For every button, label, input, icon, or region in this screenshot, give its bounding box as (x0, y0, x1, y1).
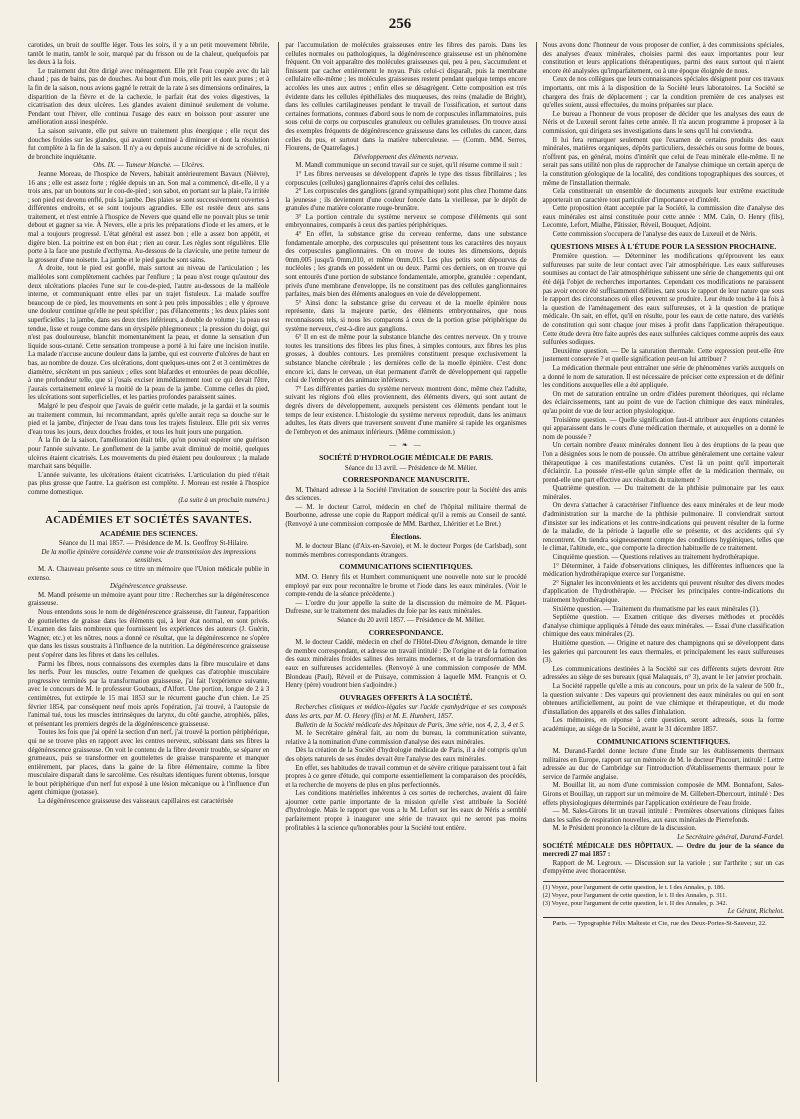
hospitals-notice (543, 843, 784, 860)
paragraph: Première question. — Déterminer les modifications qu'éprouvent les eaux sulfureuses par suite de leur contact avec l'air atmosphérique. Les eaux sulfureuses soumises au contact de l'air atmosphérique subissent une série de changements qui ont été déjà l'objet de recherches importantes. Cependant ces modifications ne paraissent pas avoir encore été suffisamment définies, tant sous le rapport de leur nature que sous le rapport des circonstances où elles peuvent se produire. Leur étude touche à la fois à la question de l'aménagement des eaux sulfureuses, et à la question de pratique médicale. On sait, en effet, qu'il en résulte, pour les eaux de cette nature, des variétés de constitution qui sont chaque jour mises à profit dans l'application thérapeutique. Cette étude devra être faite auprès des eaux sulfurées calciques comme auprès des eaux sulfurées sodiques. (542, 253, 784, 347)
paragraph: Il lui fera remarquer seulement que l'examen de certains produits des eaux minérales, matières organiques, dépôts particuliers, desséchés ou sous forme de boues, n'offrent pas, en général, moins d'intérêt que celui de l'eau minérale elle-même. Il ne serait pas sans utilité non plus de rapprocher de l'analyse chimique un certain aperçu de la constitution géologique de la localité, des conditions topographiques des sources, et même de l'installation thermale. (542, 136, 784, 187)
communications-heading: COMMUNICATIONS SCIENTIFIQUES. (596, 736, 730, 746)
paragraph: Nous entendons sous le nom de dégénérescence graisseuse, dit l'auteur, l'apparition de gouttelettes de graisse dans les éléments qui, à leur état normal, en sont privés. L'examen des faits nombreux que fournissent les expériences des auteurs (J. Guérin, Wagner, etc.) et les nôtres, nous a donné ce résultat, que la dégénérescence ne s'opère que dans les tissus soustraits à l'influence de la nutrition. La dégénérescence graisseuse peut s'opérer dans les fibres et dans les cellules. (28, 609, 270, 659)
paragraph: Nous avons donc l'honneur de vous proposer de confier, à des commissions spéciales, des analyses d'eaux minérales, choisies parmi des eaux importantes pour leur constitution et leurs applications thérapeutiques, parmi des eaux surtout qui n'aient encore été analysées qu'imparfaitement, ou à une époque éloignée de nous. (542, 42, 784, 75)
three-column-body (28, 42, 784, 1082)
paragraph: Parmi les fibres, nous connaissons des exemples dans la fibre musculaire et dans les nerfs. Pour les muscles, outre l'examen de quelques cas d'atrophie musculaire progressive terminés par la transformation graisseuse, j'ai fait l'expérience suivante, avec le concours de M. le professeur Goubaux, d'Alfort. Une portion, longue de 2 à 3 centimètres, fut extirpée le 15 mai 1853 sur le récurrent gauche d'un chien. Le 25 février 1854, par conséquent neuf mois après l'opération, j'ai trouvé, à l'autopsie de l'animal tué, tous les muscles intrinsèques du larynx, du côté gauche, atrophiés, pâles, et présentant les premiers degrés de la dégénérescence graisseuse. (28, 660, 270, 728)
paragraph: 1° Déterminer, à l'aide d'observations cliniques, les différentes influences que la médication hydrothérapique exerce sur l'organisme. (542, 562, 784, 579)
academy-heading: ACADÉMIE DES SCIENCES. (99, 528, 198, 538)
printer-colophon: Paris. — Typographie Félix Malteste et Cie, rue des Deux-Portes-St-Sauveur, 22. (543, 917, 784, 929)
paragraph: Le bureau a l'honneur de vous proposer de décider que les analyses des eaux de Néris et de Luxeuil seront faites cette année. Il n'a aucun programme à proposer à la commission, qui dirigera ses investigations dans le sens qu'il lui conviendra. (542, 110, 784, 135)
paragraph: Dès la création de la Société d'hydrologie médicale de Paris, il a été compris qu'un des objets naturels de ses études devait être l'analyse des eaux minérales. (285, 747, 527, 763)
paragraph: M. le Secrétaire général fait, au nom du bureau, la communication suivante, relative à la nomination d'une commission d'analyse des eaux minérales. (285, 730, 527, 746)
paragraph: Cette proposition étant acceptée par la Société, la commission dite d'analyse des eaux minérales est ainsi constituée pour cette année : MM. Caïn, O. Henry (fils), Lecomte, Lefort, Mialhe, Pâtissier, Réveil, Bouquet, Adjoint. (542, 205, 784, 230)
paragraph: Huitième question. — Origine et nature des champignons qui se développent dans les galeries qui parcourent les eaux thermales, et principalement les eaux sulfureuses (3). (542, 639, 784, 665)
hospitals-notice-text: SOCIÉTÉ MÉDICALE DES HÔPITAUX. — Ordre du jour de la séance du mercredi 27 mai 1857 : (542, 842, 784, 859)
paragraph: Toutes les fois que j'ai opéré la section d'un nerf, j'ai trouvé la portion périphérique, qui ne se trouve plus en rapport avec les centres nerveux, subissant dans ses fibres la dégénérescence graisseuse. On voit le contenu de la fibre devenir trouble, se séparer en grumeaux, puis se transformer en gouttelettes de graisse transparente et manquer entièrement, par places, dans la gaine de la fibre élémentaire, comme la fibre musculaire disparaît dans le sarcolème. Ces résultats identiques furent obtenus, lorsque le bout périphérique d'un nerf fut exposé à une lésion mécanique ou à l'influence d'un agent chimique (potasse). (28, 729, 270, 797)
topic-title: De la mollie épinière considérée comme voie de transmission des impressions sensitives. (41, 548, 256, 565)
footnote: (2) Voyez, pour l'argument de cette question, le t. II des Annales, p. 311. (542, 892, 727, 899)
paragraph: Les communications destinées à la Société sur ces différents sujets devront être adressées au siège de ses bureaux (quai Malaquais, n° 3), avant le 1er janvier prochain. (542, 665, 784, 682)
column-3 (536, 42, 784, 1082)
elections-heading: Élections. (390, 531, 422, 541)
paragraph: 4° En effet, la substance grise du cerveau renferme, dans une substance fondamentale amorphe, des corpuscules qui présentent tous les caractères des noyaux des corpuscules ganglionnaires. On en trouve de toutes les dimensions, depuis 0mm,005 jusqu'à 0mm,010, et même 0mm,015. Les plus petits sont dépourvus de nucléoles ; les grands en possèdent un ou deux. Parmi ces derniers, on en trouve qui sont entourés d'une portion de substance fondamentale, amorphe, granulée : cependant, privés d'une membrane d'enveloppe, ils ne constituent pas des cellules ganglionnaires parfaites, mais bien des éléments analogues en voie de développement. (285, 231, 527, 299)
paragraph: 3° La portion centrale du système nerveux se compose d'éléments qui sont embryonnaires, comparés à ceux des parties périphériques. (285, 213, 527, 230)
session-line: Séance du 20 avril 1857. — Présidence de M. Mélier. (337, 617, 485, 624)
paragraph: M. le docteur Blanc (d'Aix-en-Savoie), et M. le docteur Porges (de Carlsbad), sont nommés membres correspondants étrangers. (285, 543, 527, 559)
paragraph: On devra s'attacher à caractériser l'influence des eaux minérales et de leur mode d'administration sur la marche de la phthisie pulmonaire. Il conviendrait surtout d'insister sur les indications et les contre-indications qui peuvent résulter de la forme de la maladie, de la période à laquelle elle se présente, et des accidents qui s'y rencontrent. On tiendra soigneusement compte des conditions hygiéniques, telles que le climat, l'altitude, etc., que comporte la direction habituelle de ce traitement. (542, 502, 784, 553)
paragraph: 2° Signaler les inconvénients et les accidents qui peuvent résulter des divers modes d'application de l'hydrothérapie. — Préciser les principales contre-indications du traitement hydrothérapique. (542, 579, 784, 604)
paragraph: M. A. Chauveau présente sous ce titre un mémoire que l'Union médicale publie in extenso. (28, 566, 270, 582)
paragraph: Recherches cliniques et médico-légales sur l'acide cyanhydrique et ses composés dans les arts, par M. O. Henry (fils) et M. E. Humbert, 1857. (285, 704, 527, 720)
subsection-heading: Dégénérescence graisseuse. (109, 583, 188, 591)
secretary-signature: Le Secrétaire général, Durand-Fardel. (677, 834, 784, 842)
continuation-note: (La suite à un prochain numéro.) (178, 497, 270, 505)
paragraph: À la fin de la saison, l'amélioration était telle, qu'on pouvait espérer une guérison pour l'année suivante. Le gonflement de la jambe avait diminué de moitié, quelques ulcères étaient cicatrisés. Les mouvements du pied étaient peu douloureux ; la malade marchait sans béquille. (28, 437, 270, 471)
page-number: 256 (388, 16, 412, 32)
paragraph: 2° Les corpuscules des ganglions (grand sympathique) sont plus chez l'homme dans la jeunesse ; ils deviennent d'une couleur foncée dans la vieillesse, par le dépôt de granules d'une matière colorante rouge-brunâtre. (285, 188, 527, 213)
paragraph: On met de saturation entraîne un ordre d'idées purement théoriques, qui réclame des éclaircissements, tant au point de vue de l'action chimique des eaux minérales, qu'au point de vue de leur action physiologique. (542, 390, 784, 415)
footnotes (543, 881, 784, 908)
footnote: (3) Voyez, pour l'argument de cette question, le t. II des Annales, p. 342. (542, 900, 728, 907)
paragraph: M. Bouillat lit, au nom d'une commission composée de MM. Bonnafont, Sales-Girons et Bouillay, un rapport sur un mémoire de M. Gillebert-Dhercourt, intitulé : Des effets physiologiques déterminés par l'application extérieure de l'eau froide. (542, 782, 784, 807)
paragraph: Septième question. — Examen critique des diverses méthodes et procédés d'analyse chimique appliqués à l'étude des eaux minérales. — Essai d'une classification chimique des eaux minérales (2). (542, 614, 784, 639)
paragraph: M. le Président prononce la clôture de la discussion. (552, 825, 697, 833)
paragraph: La médication thermale peut entraîner une série de phénomènes variés auxquels on a donné le nom de saturation. Il est nécessaire de préciser cette expression et de définir les conditions auxquelles elle a été appliquée. (542, 364, 784, 390)
paragraph: Cinquième question. — Questions relatives au traitement hydrothérapique. (552, 554, 760, 562)
paragraph: 7° Les différentes parties du système nerveux montrent donc, même chez l'adulte, suivant les régions d'où elles proviennent, des éléments divers, qui sont autant de degrés divers de développement, auxquels persistent ces éléments pendant tout le temps de leur existence. L'histologie du système nerveux reproduit, dans les animaux adultes, les états divers que traversent souvent d'une manière si rapide les organismes de l'embryon et des animaux inférieurs. (Même commission.) (285, 385, 527, 436)
paragraph: La dégénérescence graisseuse des vaisseaux capillaires est caractérisée (38, 798, 234, 806)
society-heading: SOCIÉTÉ D'HYDROLOGIE MÉDICALE DE PARIS. (319, 452, 493, 462)
subsection-heading: Développement des éléments nerveux. (353, 153, 459, 161)
paragraph: Deuxième question. — De la saturation thermale. Cette expression peut-elle être justement conservée ? et quelle signification peut-on lui attribuer ? (542, 347, 784, 364)
paragraph: carotides, un bruit de souffle léger. Tous les soirs, il y a un petit mouvement fébrile, tantôt le matin, tantôt le soir, marqué par du frisson ou de la chaleur, quelquefois par les deux à la fois. (28, 42, 270, 67)
paragraph: — M. Sales-Girons lit un travail intitulé : Premières observations cliniques faites dans les salles de respiration nouvelles, aux eaux minérales de Pierrefonds. (542, 808, 784, 824)
paragraph: 1° Les fibres nerveuses se développent d'après le type des tissus fibrillaires ; les corpuscules (cellules) ganglionnaires d'après celui des cellules. (285, 170, 527, 187)
paragraph: M. le docteur Caddé, médecin en chef de l'Hôtel-Dieu d'Avignon, demande le titre de membre correspondant, et adresse un travail intitulé : De l'origine et de la formation des eaux minérales froides salines des terrains modernes, et de la transformation des eaux en sulfureuses accidentelles. (Renvoyé à une commission composée de MM. Blondeau (Paul), Réveil et de Puisaye, commission à laquelle MM. François et O. Henry (père) voudront bien s'adjoindre.) (285, 639, 527, 690)
gerant-signature: Le Gérant, Richelot. (727, 908, 784, 915)
paragraph: Cela constituerait un ensemble de documents auxquels leur extrême exactitude apporterait un caractère tout particulier d'importance et d'intérêt. (542, 188, 784, 204)
ornament-divider: — ❧ — (389, 441, 423, 450)
paragraph: Malgré le peu d'espoir que j'avais de guérir cette malade, je la gardai et la soumis au traitement commun, lui recommandant, après qu'elle aurait reçu sa douche sur le pied et la jambe, d'injecter de l'eau dans tous les trajets fistuleux. Elle prit six verres d'eau tous les jours, deux douches froides, et tous les huit jours une purgation. (28, 402, 270, 436)
paragraph: Les mémoires, en réponse à cette question, seront adressés, sous la forme académique, au siège de la Société, avant le 31 décembre 1857. (542, 717, 784, 733)
paragraph: Les conditions matérielles inhérentes à ces sortes de recherches, avaient dû faire ajourner cette partie importante de la mission qu'elle s'est attribuée la Société d'hydrologie. Mais le rapport que vous a lu M. Lefort sur les eaux de Néris a semblé parfaitement propre à inaugurer une série de travaux qui ne seront pas moins profitables à la science qu'honorables pour la Société tout entière. (285, 790, 527, 832)
paragraph: Cette commission s'occupera de l'analyse des eaux de Luxeuil et de Néris. (552, 231, 757, 239)
communications-heading: COMMUNICATIONS SCIENTIFIQUES. (339, 562, 473, 572)
questions-heading: QUESTIONS MISES À L'ÉTUDE POUR LA SESSION PROCHAINE. (550, 241, 777, 251)
paragraph: Bulletin de la Société médicale des hôpitaux de Paris, 3me série, nos 4, 2, 3, 4 et 5. (295, 721, 525, 729)
paragraph: En effet, ses habitudes de travail commun et de sévère critique paraissent tout à fait propres à ce genre d'étude, qui comporte essentiellement la comparaison des procédés, et la recherche de moyens de plus en plus perfectionnés. (285, 764, 527, 789)
works-heading: OUVRAGES OFFERTS À LA SOCIÉTÉ. (339, 692, 473, 702)
paragraph: Sixième question. — Traitement du rhumatisme par les eaux minérales (1). (552, 605, 760, 613)
paragraph: M. Durand-Fardel donne lecture d'une Étude sur les établissements thermaux militaires en Europe, rapport sur un mémoire de M. le docteur Pincourt, intitulé : Lettre adressée au duc de Cambridge sur l'introduction d'établissements thermaux pour le service de l'armée anglaise. (542, 748, 784, 781)
column-1 (28, 42, 269, 1082)
paragraph: À droite, tout le pied est gonflé, mais surtout au niveau de l'articulation ; les malléoles sont complètement cachées par l'enflure ; la peau n'est rouge qu'autour des deux ulcérations placées l'une sur le cou-de-pied, l'autre au-dessous de la malléole interne, et communiquant entre elles par un trajet fistuleux. La malade souffre beaucoup de ce pied, les mouvements en sont à peu près impossibles ; elle y éprouve une douleur continue qu'elle ne peut spécifier ; pas d'élancements ; les deux plaies sont superficielles ; la jambe, dans ses deux tiers inférieurs, a double de volume ; la peau est tendue, lisse et rouge comme dans un érysipèle phlegmoneux ; la pression du doigt, qui n'est pas douloureuse, blanchit momentanément la peau, et donne la sensation d'un liquide sous-cutané. Cette sensation trompeuse a porté à lui faire une incision inutile. La malade n'accuse aucune douleur dans la jambe, qui est couverte d'ulcères de haut en bas, au nombre de douze. Ces ulcérations, dont quelques-unes ont 2 et 3 centimètres de diamètre, sécrètent un pus sanieux ; elles sont blafardes et entourées de peau décollée, à une profondeur telle, que si j'osais exciser immédiatement tout ce qui devait l'être, j'aurais certainement enlevé la moitié de la peau de la jambe. Comme celles du pied, les ulcérations sont superficielles, et les parties profondes paraissent saines. (28, 265, 270, 402)
paragraph: Le traitement dut être dirigé avec ménagement. Elle prit l'eau coupée avec du lait chaud ; pas de bains, pas de douches. Au bout d'un mois, elle prit les eaux pures ; et à la fin de la saison, nous avions gagné le retrait de la rate à ses dimensions ordinaires, la disparition de la fièvre et de la cachexie, le parfait état des voies digestives, la cicatrisation des deux ulcères. Les glandes avaient diminué seulement de volume. Pendant tout l'hiver, elle continua l'usage des eaux en boisson pour assurer une amélioration aussi inespérée. (28, 67, 270, 127)
paragraph: La saison suivante, elle put suivre un traitement plus énergique ; elle reçut des douches froides sur les glandes, qui avaient continué à diminuer et dont la résolution fut complète à la fin de la saison. Il n'y a eu depuis aucune récidive ni de scrofules, ni de bronchite inquiétante. (28, 127, 270, 161)
paragraph: — M. le docteur Carrol, médecin en chef de l'hôpital militaire thermal de Bourbonne, adresse une copie du Rapport médical qu'il a remis au Conseil de santé. (Renvoyé à une commission composée de MM. Barthez, Lhéritier et Le Bret.) (285, 503, 527, 529)
paragraph: 5° Ainsi donc la substance grise du cerveau et de la moelle épinière nous représente, dans la majeure partie, des éléments embryonnaires, que nous reconnaissons tels, si nous les comparons à ceux de la portion grise périphérique du système nerveux, c'est-à-dire aux ganglions. (285, 299, 527, 333)
session-line: Séance du 13 avril. — Présidence de M. Mélier. (344, 464, 478, 472)
paragraph: Ceux de nos collègues que leurs connaissances spéciales désignent pour ces travaux importants, ont mis à la disposition de la Société leurs laboratoires. La Société se chargera des frais de déplacement ; car la condition première de ces analyses est qu'elles soient, aussi effectuées, du moins préparées sur place. (542, 76, 784, 110)
paragraph: M. Mandl présente un mémoire ayant pour titre : Recherches sur la dégénérescence graisseuse. (28, 591, 270, 608)
section-heading: ACADÉMIES ET SOCIÉTÉS SAVANTES. (45, 515, 253, 527)
footnote: (1) Voyez, pour l'argument de cette question, le t. I des Annales, p. 186. (542, 884, 726, 891)
paragraph: par l'accumulation de molécules graisseuses entre les fibres des parois. Dans les cellules normales ou pathologiques, la dégénérescence graisseuse est un phénomène fréquent. On voit apparaître des molécules graisseuses qui, peu à peu, s'accumulent et finissent par cacher entièrement le noyau. Puis celui-ci disparaît, puis la membrane cellulaire elle-même ; les molécules graisseuses restent pendant quelque temps encore accolées les unes aux autres ; enfin elles se désagrègent. Cette composition est très évidente dans les cellules épithéliales des muqueuses, des reins (maladie de Bright), dans les cellules cartilagineuses pendant le travail de l'ossification, et surtout dans certaines formations, connues d'abord sous le nom de corpuscules inflammatoires, puis sous celui de corps ou corpuscules granuleux ou cellules granuleuses. On trouve aussi des exemples fréquents de dégénérescence graisseuse dans les cellules du cancer, dans celles du pus, et surtout dans la matière tuberculeuse. — (Comm. MM. Serres, Flourens, de Quatrefages.) (285, 42, 527, 153)
paragraph: M. Thénard adresse à la Société l'invitation de souscrire pour la Société des amis des sciences. (285, 486, 527, 503)
observation-heading: Obs. IX. — Tumeur blanche. — Ulcères. (93, 162, 205, 170)
divider (58, 511, 239, 512)
paragraph: M. Mandl communique un second travail sur ce sujet, qu'il résume comme il suit : (295, 162, 523, 170)
correspondence-heading: CORRESPONDANCE MANUSCRITE. (342, 475, 470, 485)
paragraph: — L'ordre du jour appelle la suite de la discussion du mémoire de M. Pâquet-Dufresne, sur le traitement des maladies du foie par les eaux minérales. (285, 599, 527, 616)
column-2 (278, 42, 526, 1082)
paragraph: Un certain nombre d'eaux minérales donnent lieu à des éruptions de la peau que l'on a désignées sous le nom de poussée. On attribue généralement une certaine valeur thérapeutique à ces manifestations cutanées. C'est là un point qu'il importerait d'éclaircir. La poussée n'est-elle qu'un simple effet de la médication thermale, ou prend-elle une part effective aux résultats du traitement ? (542, 442, 784, 484)
paragraph: Troisième question. — Quelle signification faut-il attribuer aux éruptions cutanées qui apparaissent dans le cours d'une médication thermale, et auxquelles on a donné le nom de poussée ? (542, 416, 784, 441)
session-line: Séance du 11 mai 1857. — Présidence de M. Is. Geoffroy St-Hilaire. (58, 540, 249, 548)
paragraph: MM. O. Henry fils et Humbert communiquent une nouvelle note sur le procédé employé par eux pour reconnaître le brome et l'iode dans les eaux minérales. (Voir le compte-rendu de la séance précédente.) (285, 574, 527, 599)
correspondence-heading: CORRESPONDANCE. (368, 627, 444, 637)
paragraph: 6° Il en est de même pour la substance blanche des centres nerveux. On y trouve toutes les transitions des fibres les plus fines, à simples contours, aux fibres les plus grosses, à doubles contours. Les premières constituent presque exclusivement la substance blanche cérébrale ; les dernières celle de la moelle épinière. C'est donc encore ici, dans le cerveau, un état permanent d'arrêt de développement qui rappelle celui de l'embryon et des animaux inférieurs. (285, 334, 527, 385)
paragraph: La Société rappelle qu'elle a mis au concours, pour un prix de la valeur de 500 fr., la question suivante : Des vapeurs qui proviennent des eaux minérales ou qui en sont obtenues artificiellement, au point de vue chimique et thérapeutique, et du mode d'installation des appareils et des salles d'inhalation. (542, 682, 784, 716)
paragraph: L'année suivante, les ulcérations étaient cicatrisées. L'articulation du pied n'était pas plus grosse que l'autre. La guérison est complète. J. Moreau est restée à l'hospice comme domestique. (28, 471, 270, 496)
paragraph: Quatrième question. — Du traitement de la phthisie pulmonaire par les eaux minérales. (542, 485, 784, 501)
paragraph: Rapport de M. Legroux. — Discussion sur la variole ; sur l'arthrite ; sur un cas d'empyème avec thoracentèse. (542, 859, 784, 876)
paragraph: Jeanne Moreau, de l'hospice de Nevers, habitait antérieurement Bavaux (Nièvre), 16 ans ; elle est assez forte ; réglée depuis un an. Son mal a commencé, dit-elle, il y a trois ans, par un boutons sur le cou-de-pied ; son sabot, en portant sur la plaie, l'a irritée ; son pied est devenu enflé, puis la jambe. Des plaies se sont successivement ouvertes à différentes endroits, et se sont toujours agrandies. Elle est restée deux ans sans traitement, et n'est entrée à l'hospice de Nevers que quand elle ne pouvait plus se tenir debout et gagner sa vie. À Nevers, elle a pris les préparations d'iode et les amers, et le mal a toujours progressé. L'état général est assez bon ; elle a assez bon appétit, et digère bien. La poitrine est en bon état ; rien au cœur. Les règles sont régulières. Elle porte à la face une pustule d'ecthyma. Au-dessous de la clavicule, une petite tumeur de la grosseur d'une noisette. La jambe et le pied gauche sont sains. (28, 170, 270, 264)
